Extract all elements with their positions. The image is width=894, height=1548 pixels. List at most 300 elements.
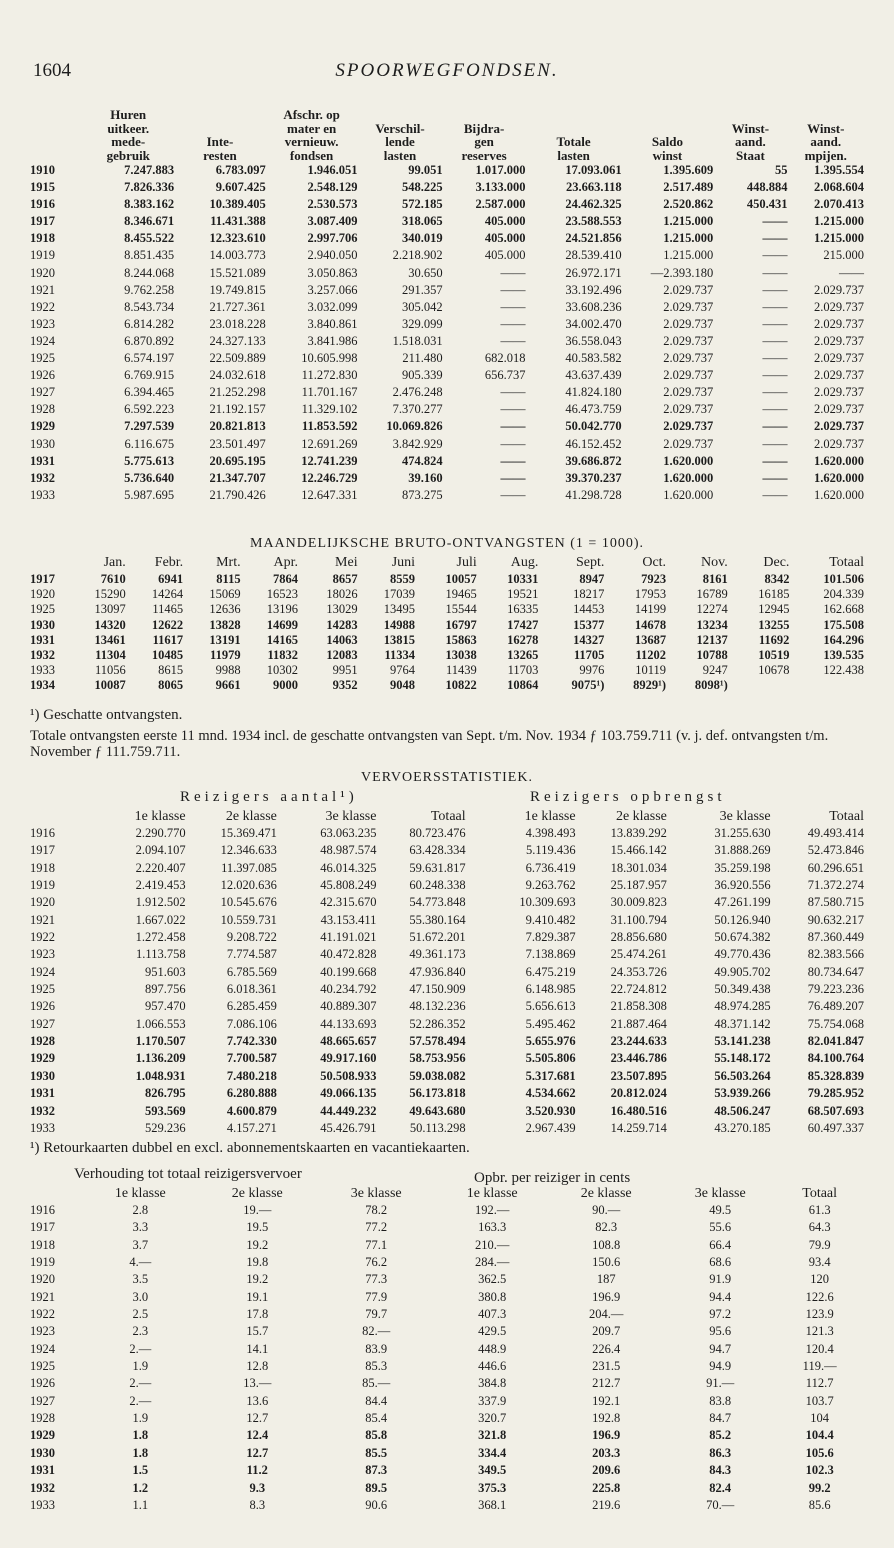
table-cell: 192.1 (592, 1393, 621, 1408)
table-cell: 68.507.693 (807, 1103, 864, 1118)
table-cell: 13029 (326, 602, 358, 617)
table-cell: 8.851.435 (124, 248, 175, 263)
table-cell: 13.6 (246, 1393, 269, 1408)
table-cell: 49.493.414 (807, 826, 864, 840)
table-cell: 305.042 (401, 299, 443, 314)
table-cell: 196.9 (592, 1428, 621, 1443)
year-cell: 1915 (30, 180, 55, 195)
table-row (30, 877, 864, 894)
table-cell: 43.637.439 (565, 368, 622, 383)
table-row (30, 648, 864, 663)
table-row (30, 470, 864, 487)
year-cell: 1932 (30, 1480, 55, 1495)
table-cell: 50.508.933 (320, 1068, 377, 1083)
table-cell: 2.029.737 (663, 282, 714, 297)
table-cell: 9.410.482 (525, 912, 576, 927)
year-cell: 1917 (30, 214, 55, 229)
table-cell: 21.858.308 (610, 999, 667, 1014)
table-cell: —— (500, 402, 526, 417)
table-cell: 3.7 (132, 1237, 149, 1252)
table-cell: 4.398.493 (525, 826, 576, 840)
table-cell: —— (762, 453, 788, 468)
table-cell: 45.426.791 (320, 1120, 377, 1135)
table-cell: 12622 (151, 617, 184, 632)
table-cell: 13461 (94, 632, 126, 647)
table-cell: 2.029.737 (663, 436, 714, 451)
table-cell: 2.029.737 (663, 299, 714, 314)
table-row (30, 1033, 864, 1050)
table-cell: 77.1 (365, 1237, 388, 1252)
table-cell: 50.126.940 (714, 912, 771, 927)
table-cell: 5.505.806 (525, 1051, 576, 1066)
year-cell: 1925 (30, 602, 55, 617)
column-header: Febr. (154, 555, 184, 570)
year-cell: 1925 (30, 982, 55, 997)
column-header (30, 554, 73, 572)
table-cell: —— (762, 248, 788, 263)
table-cell: 19521 (507, 587, 539, 602)
table-cell: 8161 (702, 572, 728, 586)
table-cell: 50.113.298 (409, 1120, 466, 1135)
table-cell: 2.068.604 (814, 180, 864, 195)
table-cell: —— (762, 231, 788, 246)
year-cell: 1922 (30, 930, 55, 945)
table-cell: 18.301.034 (610, 860, 667, 875)
table-cell: 70.— (706, 1497, 735, 1512)
table-cell: 2.419.453 (135, 878, 186, 893)
table-cell: 12.741.239 (301, 453, 358, 468)
table-cell: 13265 (507, 648, 539, 663)
table-cell: 15069 (209, 587, 241, 602)
table-cell: 44.133.693 (320, 1016, 377, 1031)
table-cell: 3.842.929 (392, 436, 443, 451)
traffic-title: VERVOERSSTATISTIEK. (361, 770, 533, 785)
table-cell: 84.3 (709, 1463, 732, 1478)
table-cell: —— (762, 368, 788, 383)
table-cell: 215.000 (823, 248, 864, 263)
table-cell: 122.6 (805, 1289, 834, 1304)
table-cell: 9764 (390, 663, 416, 678)
table-cell: 83.9 (365, 1341, 388, 1356)
table-cell: 3.0 (132, 1289, 149, 1304)
table-cell: 5.655.976 (525, 1034, 576, 1049)
table-cell: 3.841.986 (307, 333, 358, 348)
table-cell: —— (500, 487, 526, 502)
table-cell: 51.672.201 (409, 930, 466, 945)
year-cell: 1933 (30, 663, 55, 678)
table-cell: 24.353.726 (610, 964, 667, 979)
table-cell: 13191 (209, 632, 241, 647)
table-cell: 6.783.097 (215, 163, 266, 177)
monthly-footnote: ¹) Geschatte ontvangsten. (30, 707, 183, 723)
table-cell: 6941 (158, 572, 184, 586)
table-cell: 2.5 (132, 1307, 149, 1322)
table-cell (728, 678, 790, 693)
table-cell: 2.029.737 (663, 385, 714, 400)
table-cell: 2.029.737 (814, 351, 864, 366)
table-cell: 20.821.813 (209, 419, 266, 434)
year-cell: 1919 (30, 1255, 55, 1270)
table-cell: 209.7 (592, 1324, 621, 1339)
table-cell: 3.133.000 (475, 180, 526, 195)
table-cell: 55 (775, 163, 788, 177)
year-cell: 1928 (30, 1034, 55, 1049)
column-header: Juni (391, 555, 416, 570)
table-cell: 71.372.274 (807, 878, 864, 893)
table-cell: 162.668 (823, 602, 864, 617)
table-cell: 31.888.269 (714, 843, 771, 858)
table-cell: 19.8 (246, 1255, 269, 1270)
table-cell: 9000 (273, 678, 299, 693)
table-cell: 204.339 (823, 587, 864, 602)
column-header: 2e klasse (580, 1186, 632, 1201)
table-cell: 219.6 (592, 1497, 621, 1512)
table-cell: 3.087.409 (307, 214, 358, 229)
table-cell: 31.255.630 (714, 826, 771, 840)
table-cell: 3.5 (132, 1272, 149, 1287)
traffic-table (30, 809, 864, 1137)
table-row (30, 1375, 864, 1392)
table-cell: 10.389.405 (209, 197, 266, 212)
table-cell: 7.742.330 (226, 1034, 277, 1049)
year-cell: 1920 (30, 265, 55, 280)
table-cell: 14199 (634, 602, 667, 617)
table-cell: 6.785.569 (226, 964, 277, 979)
year-cell: 1923 (30, 1324, 55, 1339)
table-row (30, 1462, 864, 1479)
table-cell: 48.371.142 (714, 1016, 771, 1031)
table-cell (789, 678, 864, 693)
table-cell: —— (762, 333, 788, 348)
year-cell: 1921 (30, 912, 55, 927)
table-cell: 15.521.089 (209, 265, 266, 280)
table-cell: 15.7 (246, 1324, 269, 1339)
table-cell: 9247 (702, 663, 728, 678)
table-row (30, 1085, 864, 1102)
table-cell: 11.431.388 (210, 214, 266, 229)
table-cell: 9352 (332, 678, 358, 693)
table-cell: 10.309.693 (519, 895, 576, 910)
table-cell: 13234 (696, 617, 728, 632)
column-header: Afschr. op mater en vernieuw. fondsen (283, 107, 340, 163)
table-cell: 362.5 (478, 1272, 507, 1287)
table-cell: 196.9 (592, 1289, 621, 1304)
table-cell: 11465 (152, 602, 184, 617)
table-cell: 2.476.248 (392, 385, 443, 400)
year-cell: 1933 (30, 1120, 55, 1135)
table-cell: 337.9 (478, 1393, 507, 1408)
year-cell: 1921 (30, 1289, 55, 1304)
table-cell: 9976 (579, 663, 605, 678)
table-cell: 7610 (100, 572, 126, 586)
table-cell: 1.113.758 (136, 947, 186, 962)
table-cell: 12274 (696, 602, 728, 617)
table-cell: 6.574.197 (124, 351, 175, 366)
table-cell: —— (762, 282, 788, 297)
table-cell: 15.369.471 (220, 826, 277, 840)
table-row (30, 633, 864, 648)
table-cell: 3.520.930 (525, 1103, 576, 1118)
traffic-footnote: ¹) Retourkaarten dubbel en excl. abonnementskaarten en vacantiekaarten. (30, 1140, 470, 1156)
table-cell: 1.667.022 (135, 912, 186, 927)
table-cell: 40.889.307 (320, 999, 377, 1014)
table-cell: 1.9 (132, 1411, 149, 1426)
table-cell: 340.019 (401, 231, 443, 246)
year-cell: 1920 (30, 895, 55, 910)
table-cell: 57.578.494 (409, 1034, 466, 1049)
table-cell: 1.946.051 (307, 163, 358, 177)
table-cell: 85.2 (709, 1428, 732, 1443)
table-cell: 192.8 (592, 1411, 621, 1426)
table-cell: —— (500, 265, 526, 280)
column-header: 2e klasse (225, 809, 277, 824)
table-cell: —— (762, 385, 788, 400)
table-cell: 2.029.737 (663, 419, 714, 434)
year-cell: 1916 (30, 826, 55, 840)
table-cell: 7864 (273, 572, 299, 586)
year-cell: 1918 (30, 1237, 55, 1252)
table-cell: 6.814.282 (124, 316, 175, 331)
table-cell: 368.1 (478, 1497, 507, 1512)
table-cell: 13.839.292 (610, 826, 667, 840)
table-cell: 12.4 (246, 1428, 269, 1443)
table-cell: 59.038.082 (409, 1068, 466, 1083)
table-cell: 23.663.118 (566, 180, 622, 195)
column-header: 1e klasse (114, 1186, 166, 1201)
table-row (30, 384, 864, 401)
table-cell: 212.7 (592, 1376, 621, 1391)
table-row (30, 1016, 864, 1033)
table-cell: 8098¹) (694, 678, 728, 693)
column-header: 1e klasse (466, 1186, 518, 1201)
column-header: Totaal (829, 555, 864, 570)
table-cell: 448.9 (478, 1341, 507, 1356)
table-cell: 99.051 (408, 163, 443, 177)
table-cell: 2.— (129, 1341, 152, 1356)
table-cell: 82.383.566 (807, 947, 864, 962)
table-cell: 76.2 (365, 1255, 388, 1270)
table-row (30, 998, 864, 1015)
table-cell: 8.244.068 (124, 265, 175, 280)
table-cell: 897.756 (144, 982, 186, 997)
table-cell: 8.346.671 (124, 214, 175, 229)
table-cell: 3.257.066 (307, 282, 358, 297)
table-cell: 49.770.436 (714, 947, 771, 962)
table-cell: 42.315.670 (320, 895, 377, 910)
table-cell: 5.987.695 (124, 487, 175, 502)
table-cell: 108.8 (592, 1237, 621, 1252)
table-cell: 1.620.000 (814, 487, 864, 502)
table-cell: 24.521.856 (565, 231, 622, 246)
column-header: 1e klasse (524, 809, 576, 824)
table-cell: 79.9 (808, 1237, 831, 1252)
table-cell: 11979 (210, 648, 241, 663)
table-cell: 2.— (129, 1376, 152, 1391)
table-cell: 91.9 (709, 1272, 732, 1287)
table-cell: 9988 (215, 663, 241, 678)
table-cell: 39.686.872 (565, 453, 622, 468)
table-cell: 18217 (573, 587, 605, 602)
table-cell: 24.462.325 (565, 197, 622, 212)
table-cell: 50.042.770 (565, 419, 622, 434)
table-cell: —— (762, 402, 788, 417)
table-row (30, 230, 864, 247)
table-cell: 15377 (573, 617, 605, 632)
table-cell: 548.225 (401, 180, 443, 195)
table-row (30, 1254, 864, 1271)
table-cell: 15544 (445, 602, 477, 617)
column-header: Totaal (802, 1186, 838, 1201)
table-row (30, 929, 864, 946)
table-cell: 14165 (266, 632, 299, 647)
year-cell: 1918 (30, 860, 55, 875)
table-cell: 2.940.050 (307, 248, 358, 263)
column-header: Mrt. (216, 555, 241, 570)
table-cell: 14063 (326, 632, 358, 647)
table-cell: 6.280.888 (226, 1086, 277, 1101)
table-cell: 85.4 (365, 1411, 388, 1426)
table-row (30, 196, 864, 213)
table-cell: 1.136.209 (135, 1051, 186, 1066)
table-cell: 120 (810, 1272, 830, 1287)
table-cell: 8615 (158, 663, 184, 678)
table-cell: 9.3 (249, 1480, 266, 1495)
table-cell: 43.270.185 (714, 1120, 771, 1135)
column-header: Sept. (575, 555, 605, 570)
monthly-paragraph: Totale ontvangsten eerste 11 mnd. 1934 incl. de geschatte ontvangsten van Sept. t/m. Nov. 1934 ƒ 103.759.711 (v. j. def. ontvangsten t/m. November ƒ 111.759.711. (30, 728, 829, 760)
table-cell: 9.263.762 (525, 878, 576, 893)
table-cell: 77.2 (365, 1220, 388, 1235)
table-cell: 2.029.737 (663, 368, 714, 383)
year-cell: 1931 (30, 632, 55, 647)
table-cell: 12.323.610 (209, 231, 266, 246)
table-cell: 95.6 (709, 1324, 732, 1339)
table-cell: 17.093.061 (565, 163, 622, 177)
table-cell: 16185 (758, 587, 790, 602)
table-row (30, 894, 864, 911)
table-row (30, 981, 864, 998)
table-cell: 85.6 (808, 1497, 831, 1512)
table-cell: 7.370.277 (392, 402, 443, 417)
table-cell: 14.003.773 (209, 248, 266, 263)
table-row (30, 1393, 864, 1410)
column-header: Oct. (642, 555, 667, 570)
monthly-table (30, 554, 864, 694)
table-cell: 13815 (383, 632, 416, 647)
table-cell: 59.631.817 (409, 860, 466, 875)
table-row (30, 912, 864, 929)
table-cell: 429.5 (478, 1324, 507, 1339)
table-cell: 2.587.000 (475, 197, 526, 212)
column-header: 3e klasse (719, 809, 771, 824)
table-cell: 321.8 (478, 1428, 507, 1443)
table-cell: 47.261.199 (714, 895, 771, 910)
table-cell: 85.328.839 (807, 1068, 864, 1083)
table-cell: 53.141.238 (714, 1034, 771, 1049)
table-cell: 3.840.861 (307, 316, 358, 331)
table-row (30, 1445, 864, 1462)
column-header: 3e klasse (350, 1186, 402, 1201)
table-cell: 2.029.737 (663, 316, 714, 331)
table-cell: 55.148.172 (714, 1051, 771, 1066)
table-cell: 11692 (758, 632, 790, 647)
table-cell: 405.000 (484, 231, 526, 246)
table-cell: 2.290.770 (135, 826, 186, 840)
table-cell: 3.050.863 (307, 265, 358, 280)
table-cell: 48.665.657 (320, 1034, 377, 1049)
table-cell: 12.246.729 (301, 470, 358, 485)
table-cell: 3.3 (132, 1220, 149, 1235)
column-header: Totaal (430, 809, 466, 824)
table-cell: 61.3 (808, 1203, 831, 1217)
table-cell: 46.014.325 (320, 860, 377, 875)
table-cell: 23.588.553 (565, 214, 622, 229)
table-cell: 8.383.162 (124, 197, 175, 212)
table-cell: —— (500, 299, 526, 314)
table-cell: 25.474.261 (610, 947, 667, 962)
table-cell: 77.3 (365, 1272, 388, 1287)
table-cell: 10087 (94, 678, 126, 693)
table-cell: 31.100.794 (610, 912, 667, 927)
table-cell: 10.545.676 (220, 895, 277, 910)
table-cell: 8657 (332, 572, 358, 586)
table-cell: 7923 (641, 572, 667, 586)
per-traveller-title: Opbr. per reiziger in cents (474, 1170, 631, 1186)
table-cell: 6.870.892 (124, 333, 175, 348)
table-cell: 150.6 (592, 1255, 621, 1270)
year-cell: 1917 (30, 843, 55, 858)
table-row (30, 842, 864, 859)
table-cell: 10302 (266, 663, 299, 678)
table-cell: 15.466.142 (610, 843, 667, 858)
table-cell: —— (839, 265, 864, 280)
year-cell: 1925 (30, 351, 55, 366)
table-row (30, 401, 864, 418)
column-header (30, 108, 82, 162)
table-cell: 1.9 (132, 1359, 149, 1374)
table-cell: 2.029.737 (814, 436, 864, 451)
table-cell: 7.086.106 (226, 1016, 277, 1031)
table-row (30, 333, 864, 350)
table-cell: 187 (596, 1272, 616, 1287)
table-cell: 21.192.157 (209, 402, 266, 417)
year-cell: 1926 (30, 1376, 55, 1391)
column-header: Dec. (763, 555, 790, 570)
table-cell: 8929¹) (633, 678, 667, 693)
table-cell: 17.8 (246, 1307, 269, 1322)
year-cell: 1932 (30, 470, 55, 485)
table-row (30, 1050, 864, 1067)
table-cell: 49.643.680 (409, 1103, 466, 1118)
column-header: Nov. (701, 555, 728, 570)
table-row (30, 1306, 864, 1323)
table-cell: 873.275 (401, 487, 443, 502)
table-cell: 104 (810, 1411, 830, 1426)
table-cell: —— (500, 419, 526, 434)
table-cell: 50.674.382 (714, 930, 771, 945)
year-cell: 1933 (30, 487, 55, 502)
table-cell: 5.317.681 (525, 1068, 576, 1083)
table-cell: 87.3 (365, 1463, 388, 1478)
table-cell: 2.520.862 (663, 197, 714, 212)
table-cell: 82.— (362, 1324, 391, 1339)
table-cell: 9.762.258 (124, 282, 175, 297)
table-cell: —— (762, 299, 788, 314)
table-cell: 21.727.361 (209, 299, 266, 314)
table-cell: 291.357 (401, 282, 443, 297)
table-cell: 4.157.271 (226, 1120, 277, 1135)
table-cell: 64.3 (808, 1220, 831, 1235)
